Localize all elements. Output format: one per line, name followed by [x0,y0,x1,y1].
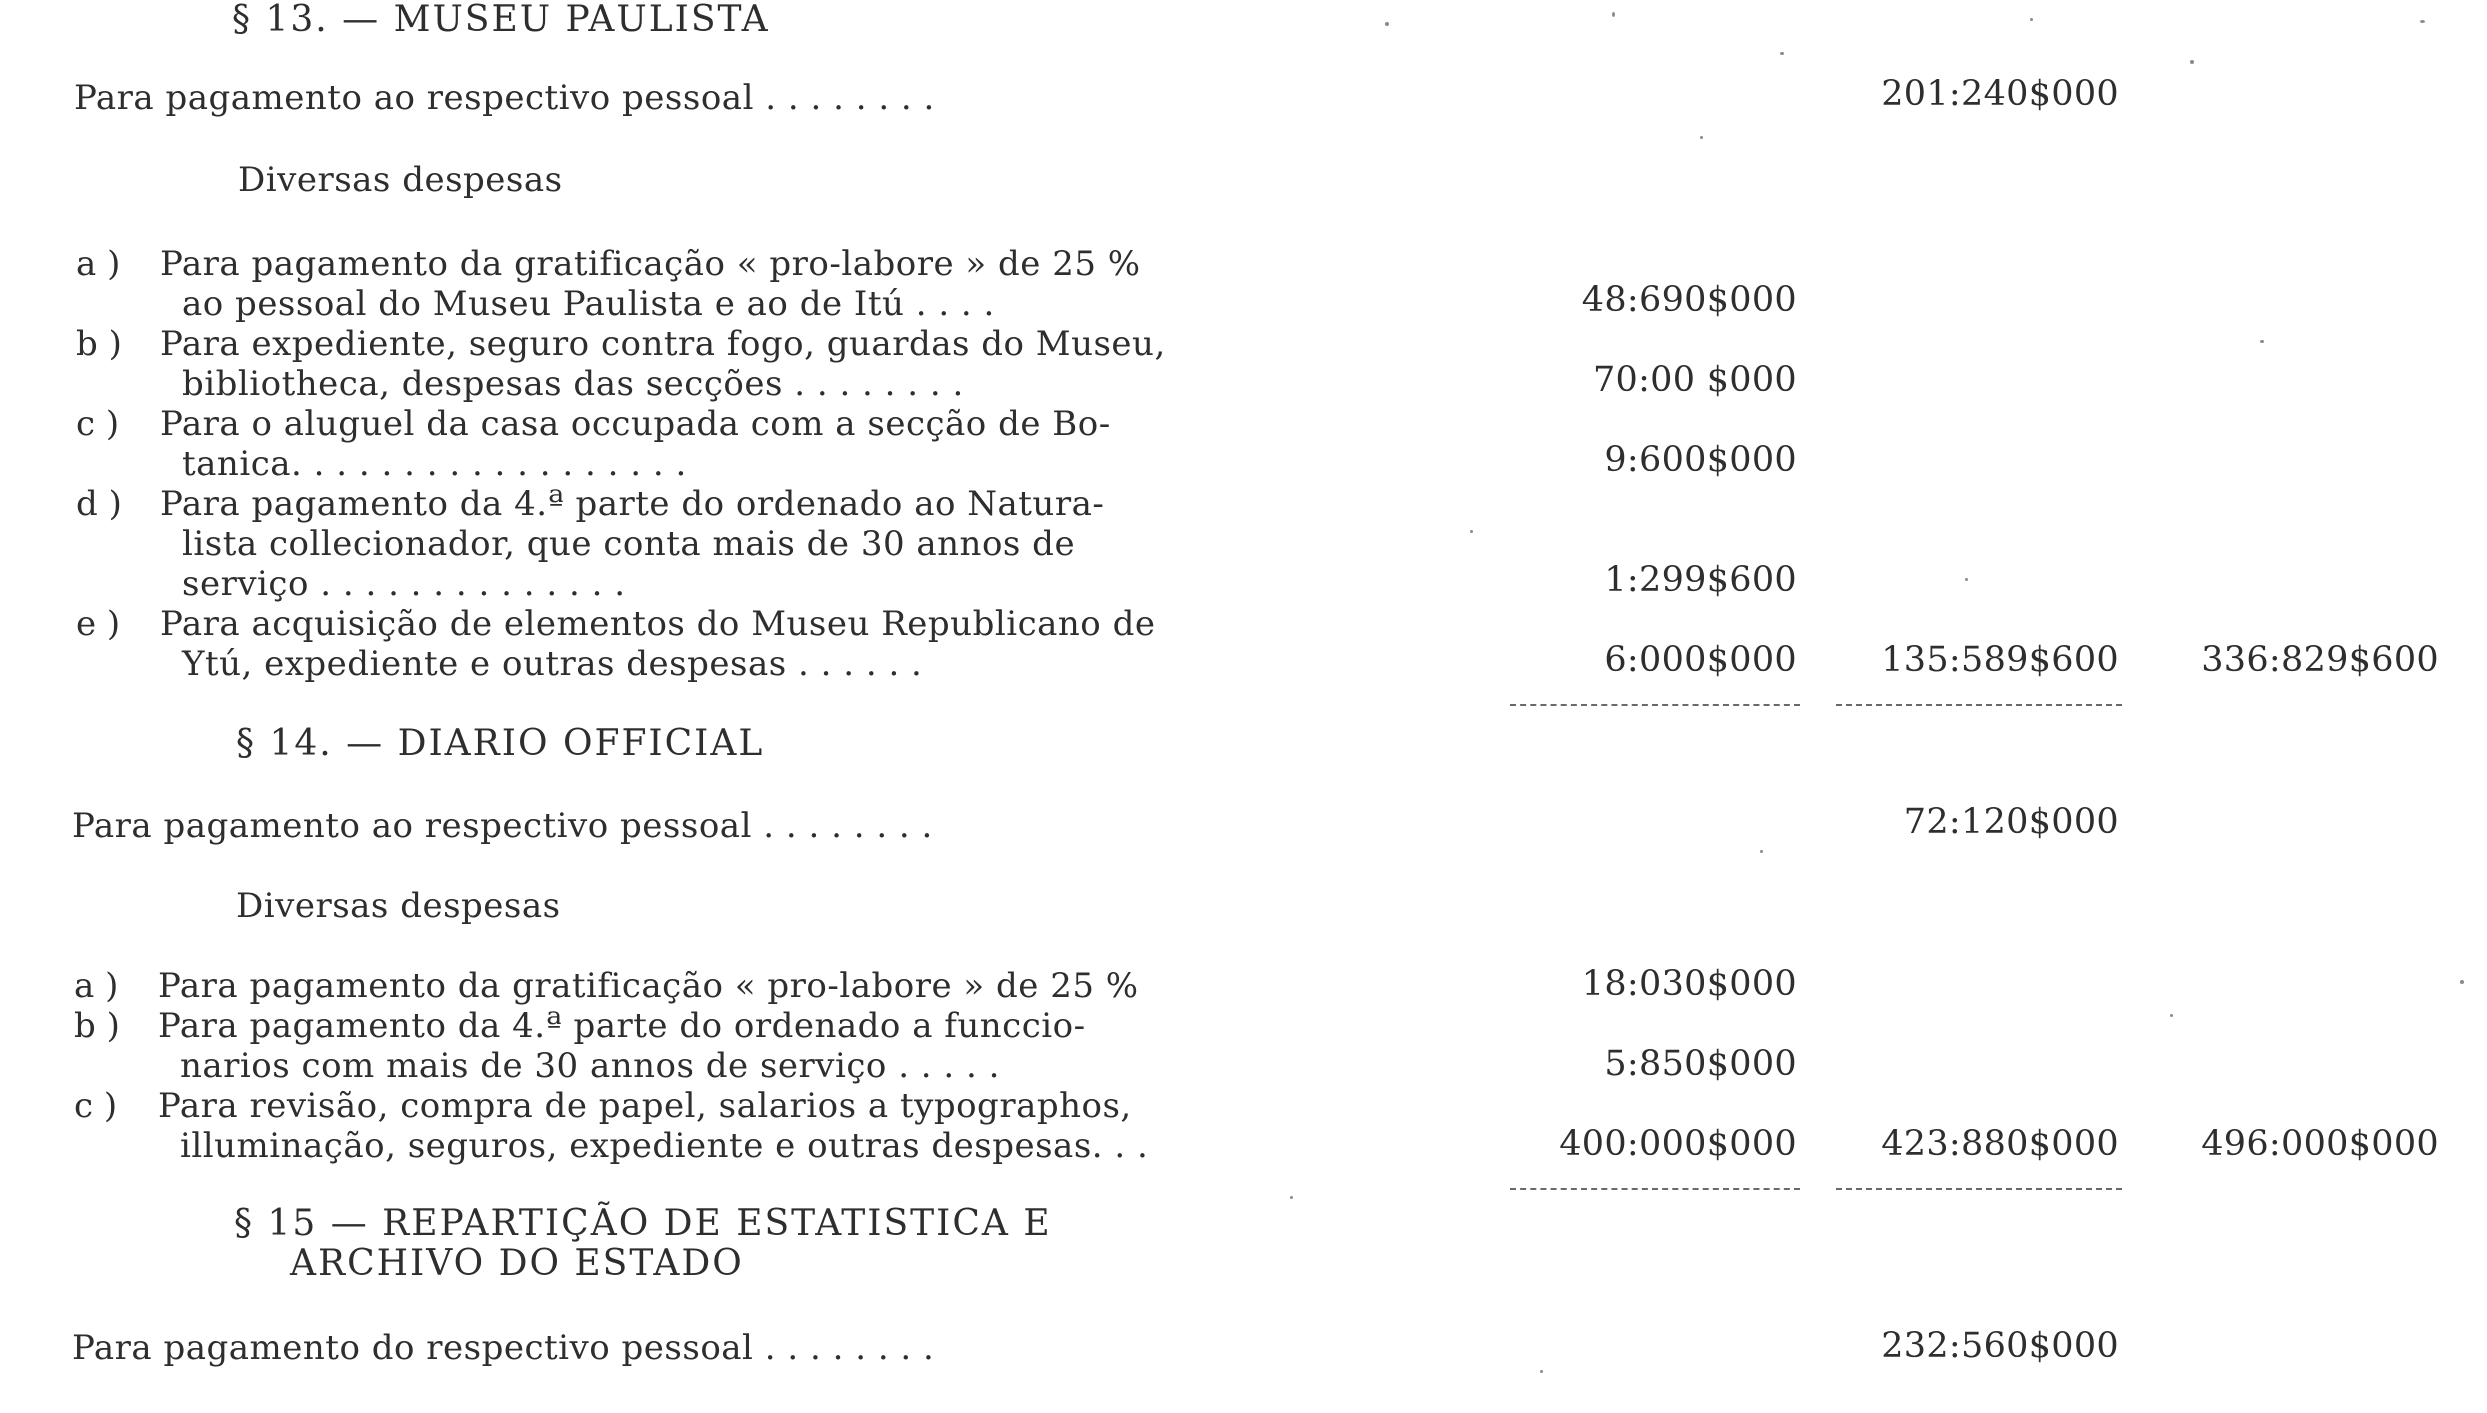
scan-speck [2420,20,2425,23]
section-13-rule-col1 [1510,704,1800,706]
section-13-pessoal-amount: 201:240$000 [1881,74,2119,114]
section-13-diversas-label: Diversas despesas [238,160,563,200]
section-14-item-b-amount: 5:850$000 [1604,1044,1797,1084]
section-13-item-e-line-2: Ytú, expediente e outras despesas . . . . . . [182,644,923,684]
section-13-subtotal: 135:589$600 [1881,640,2119,680]
section-13-item-a-line-1: Para pagamento da gratificação « pro-labore » de 25 % [160,244,1141,284]
scan-speck [1760,850,1763,853]
section-13-rule-col2 [1836,704,2122,706]
scan-speck [1540,1370,1543,1373]
scan-speck [1612,12,1615,17]
section-13-item-b-line-2: bibliotheca, despesas das secções . . . . . . . . [182,364,964,404]
section-14-pessoal-label: Para pagamento ao respectivo pessoal . . . . . . . . [72,806,933,846]
section-13-item-d-line-1: Para pagamento da 4.ª parte do ordenado ao Natura- [160,484,1105,524]
section-13-item-a-line-2: ao pessoal do Museu Paulista e ao de Itú . . . . [182,284,995,324]
scan-speck [1700,136,1703,139]
section-14-item-b-line-1: Para pagamento da 4.ª parte do ordenado a funccio- [158,1006,1086,1046]
section-14-subtotal: 423:880$000 [1881,1124,2119,1164]
section-14-total: 496:000$000 [2201,1124,2439,1164]
section-14-item-c-letter: c ) [74,1086,118,1126]
section-13-item-a-amount: 48:690$000 [1581,280,1797,320]
section-13-item-d-letter: d ) [76,484,122,524]
section-13-item-d-line-2: lista collecionador, que conta mais de 30 annos de [182,524,1076,564]
section-15-pessoal-amount: 232:560$000 [1881,1326,2119,1366]
section-13-item-b-letter: b ) [76,324,122,364]
section-14-diversas-label: Diversas despesas [236,886,561,926]
section-13-item-d-line-3: serviço . . . . . . . . . . . . . . [182,564,626,604]
scan-speck [2460,980,2464,984]
scan-speck [2170,1014,2173,1017]
section-13-pessoal-label: Para pagamento ao respectivo pessoal . . . . . . . . [74,78,935,118]
section-13-item-d-amount: 1:299$600 [1604,560,1797,600]
section-14-item-a-letter: a ) [74,966,119,1006]
section-15-heading-line-2: ARCHIVO DO ESTADO [290,1243,744,1284]
section-13-item-b-line-1: Para expediente, seguro contra fogo, guardas do Museu, [160,324,1166,364]
scan-speck [1965,578,1968,581]
scan-speck [2260,340,2264,343]
scan-speck [2190,60,2194,64]
scan-speck [1470,530,1473,533]
section-13-total: 336:829$600 [2201,640,2439,680]
section-15-heading-line-1: § 15 — REPARTIÇÃO DE ESTATISTICA E [234,1203,1052,1244]
section-15-pessoal-label: Para pagamento do respectivo pessoal . . . . . . . . [72,1328,935,1368]
section-13-item-c-letter: c ) [76,404,120,444]
section-14-item-c-amount: 400:000$000 [1559,1124,1797,1164]
section-13-item-c-amount: 9:600$000 [1604,440,1797,480]
section-13-item-e-letter: e ) [76,604,121,644]
section-14-heading: § 14. — DIARIO OFFICIAL [236,723,765,764]
section-14-item-a-line-1: Para pagamento da gratificação « pro-labore » de 25 % [158,966,1139,1006]
section-13-item-c-line-2: tanica. . . . . . . . . . . . . . . . . . [182,444,687,484]
section-14-rule-col2 [1836,1188,2122,1190]
scan-speck [2030,18,2033,21]
scan-speck [1385,22,1389,26]
section-13-item-b-amount: 70:00 $000 [1592,360,1797,400]
section-13-heading: § 13. — MUSEU PAULISTA [232,0,770,40]
section-14-item-c-line-2: illuminação, seguros, expediente e outras despesas. . . [180,1126,1149,1166]
section-14-item-a-amount: 18:030$000 [1581,964,1797,1004]
section-14-item-b-line-2: narios com mais de 30 annos de serviço . . . . . [180,1046,1000,1086]
section-13-item-c-line-1: Para o aluguel da casa occupada com a secção de Bo- [160,404,1111,444]
section-14-pessoal-amount: 72:120$000 [1903,802,2119,842]
section-13-item-e-amount: 6:000$000 [1604,640,1797,680]
section-14-item-c-line-1: Para revisão, compra de papel, salarios a typographos, [158,1086,1132,1126]
section-13-item-e-line-1: Para acquisição de elementos do Museu Republicano de [160,604,1156,644]
section-14-item-b-letter: b ) [74,1006,120,1046]
scan-speck [1290,1196,1293,1199]
section-13-item-a-letter: a ) [76,244,121,284]
scan-speck [1780,52,1784,55]
section-14-rule-col1 [1510,1188,1800,1190]
